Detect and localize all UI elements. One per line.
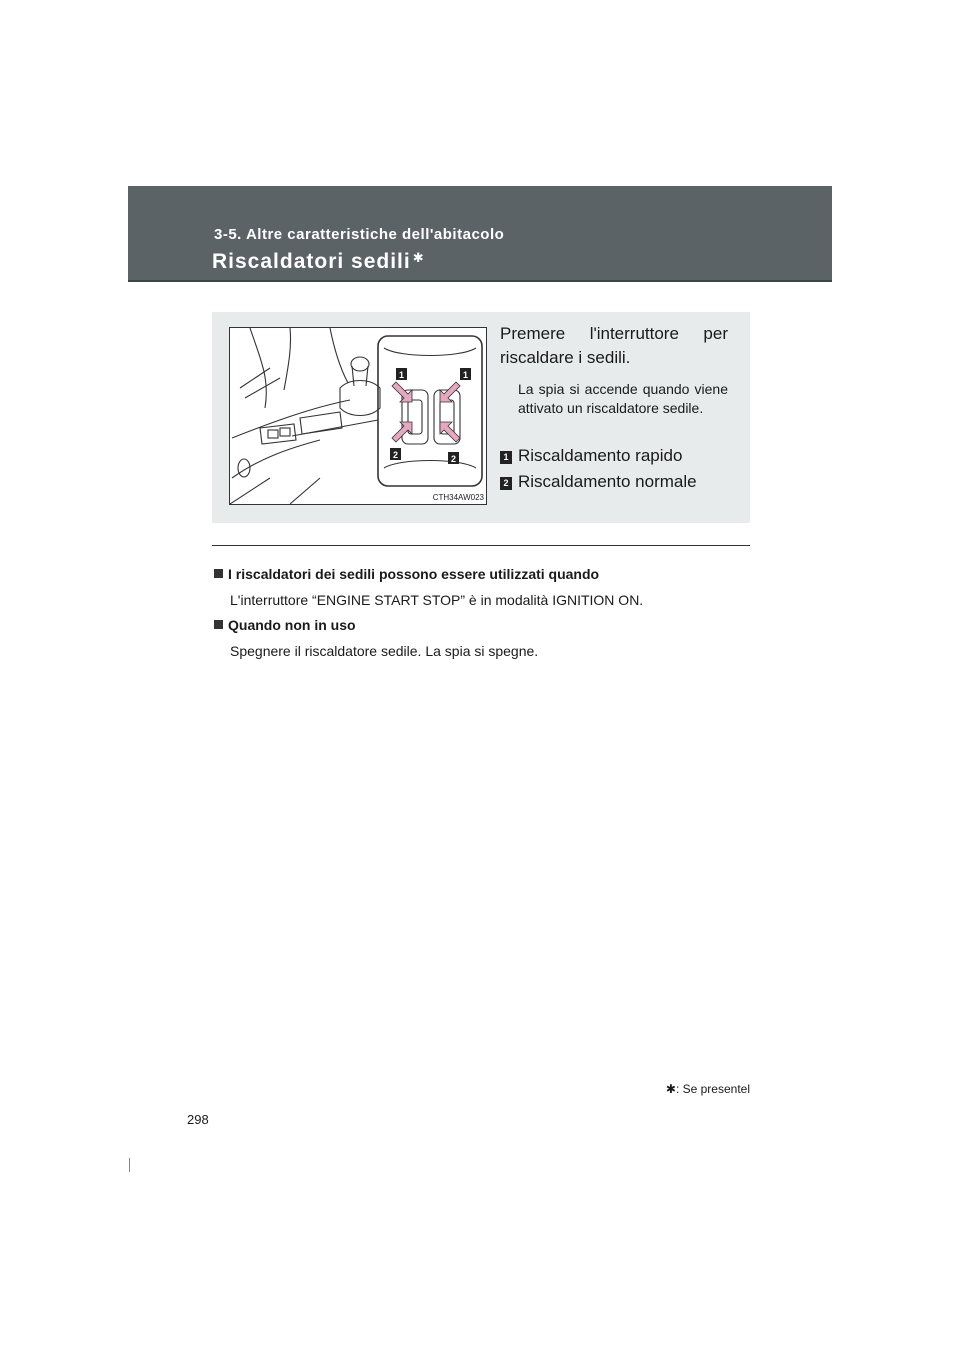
note-heading-not-in-use-text: Quando non in uso (228, 617, 356, 633)
instruction-main: Premere l'interruttore per riscaldare i sedili. (500, 324, 728, 367)
figure-code: CTH34AW023 (432, 493, 484, 502)
callout-2a: 2 (393, 450, 399, 460)
note-body-usage: L'interruttore “ENGINE START STOP” è in modalità IGNITION ON. (230, 592, 644, 608)
section-label: 3-5. Altre caratteristiche dell'abitacolo (214, 226, 505, 243)
margin-mark (129, 1158, 130, 1172)
optional-equipment-mark: ✱ (412, 250, 425, 265)
footnote (666, 1082, 750, 1096)
page-number: 298 (187, 1112, 209, 1127)
note-heading-usage-text: I riscaldatori dei sedili possono essere utilizzati quando (228, 566, 600, 582)
legend-badge-1: 1 (500, 451, 512, 464)
seat-heater-illustration (229, 327, 487, 505)
page-title (212, 250, 425, 274)
callout-1a: 1 (399, 370, 405, 380)
console-drawing (230, 328, 486, 504)
legend-item-rapid (500, 446, 682, 466)
legend-item-normal (500, 472, 697, 492)
footnote-mark: ✱ (665, 1082, 676, 1096)
callout-1b: 1 (463, 370, 469, 380)
note-body-not-in-use: Spegnere il riscaldatore sedile. La spia si spegne. (230, 643, 539, 659)
legend-label-normal: Riscaldamento normale (518, 472, 697, 491)
page-title-text: Riscaldatori sedili (212, 250, 411, 273)
section-divider (212, 545, 750, 546)
bullet-square-icon (214, 569, 223, 578)
note-heading-not-in-use (214, 617, 356, 633)
instruction-note: La spia si accende quando viene attivato un riscaldatore sedile. (518, 381, 728, 416)
header-underline (128, 280, 832, 282)
callout-2b: 2 (451, 454, 457, 464)
footnote-text: : Se presentel (675, 1082, 750, 1096)
legend-badge-2: 2 (500, 477, 512, 490)
legend-label-rapid: Riscaldamento rapido (518, 446, 683, 465)
note-heading-usage (214, 566, 599, 582)
bullet-square-icon (214, 620, 223, 629)
